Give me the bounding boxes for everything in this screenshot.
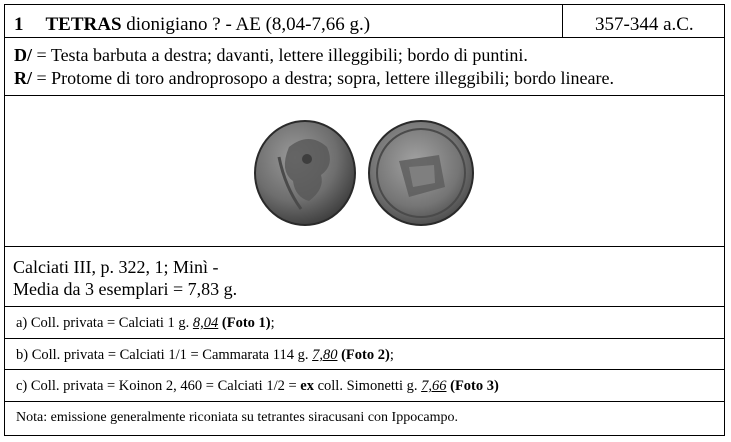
coin-details: dionigiano ? - AE (8,04-7,66 g.) [126,14,371,35]
photo-ref: (Foto 1) [221,315,271,331]
row-divider [5,369,724,370]
obverse-tag: D/ [14,45,32,65]
row-divider [5,401,724,402]
entry-number: 1 [14,14,24,35]
column-divider [562,5,563,37]
coin-obverse-icon [255,121,355,225]
specimen-weight: 8,04 [192,315,219,331]
row-divider [5,95,724,96]
reference-line-1: Calciati III, p. 322, 1; Minì - [13,257,219,277]
specimen-a: a) Coll. privata = Calciati 1 g. 8,04 (Foto 1); [16,315,275,331]
catalog-entry-table [4,4,725,436]
photo-ref: (Foto 2) [341,347,390,363]
coin-name: TETRAS [45,14,122,35]
specimen-b: b) Coll. privata = Calciati 1/1 = Cammarata 114 g. 7,80 (Foto 2); [16,347,394,363]
coin-reverse-icon [369,121,473,225]
row-divider [5,338,724,339]
specimen-weight: 7,80 [312,347,338,363]
coin-date: 357-344 a.C. [595,14,694,35]
obverse-text: = Testa barbuta a destra; davanti, lettere illeggibili; bordo di puntini. [32,45,528,65]
entry-title [14,14,370,36]
reverse-text: = Protome di toro androprosopo a destra; sopra, lettere illeggibili; bordo lineare. [32,68,615,88]
note-text: Nota: emissione generalmente riconiata su tetrantes siracusani con Ippocampo. [16,410,459,425]
specimen-weight: 7,66 [421,378,447,394]
photo-ref: (Foto 3) [450,378,499,394]
specimen-c: c) Coll. privata = Koinon 2, 460 = Calciati 1/2 = ex coll. Simonetti g. 7,66 (Foto 3) [16,378,499,394]
reverse-tag: R/ [14,68,32,88]
row-divider [5,246,724,247]
coin-photo [249,117,479,229]
reverse-description [14,68,614,89]
reference-line-2: Media da 3 esemplari = 7,83 g. [13,279,238,299]
row-divider [5,37,724,38]
row-divider [5,306,724,307]
obverse-description [14,45,528,66]
